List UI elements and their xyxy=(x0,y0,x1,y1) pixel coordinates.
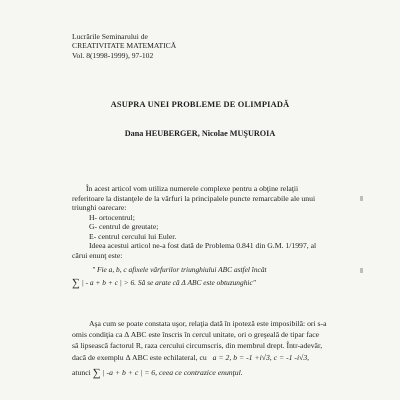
intro-line-1: În acest articol vom utiliza numerele complexe pentru a obţine relaţii xyxy=(86,184,299,193)
scan-artifact xyxy=(360,196,363,201)
discussion-line-4-text: dacă de exemplu Δ ABC este echilateral, cu xyxy=(72,353,207,362)
intro-item-centroid: G- centrul de greutate; xyxy=(89,222,159,231)
discussion-line-4 xyxy=(72,353,309,363)
intro-line-5: cărui enunţ este: xyxy=(72,250,123,260)
intro-item-orthocenter: H- ortocentrul; xyxy=(89,212,135,222)
discussion-line-5-end: | -a + b + c | = 6, ceea ce contrazice enunţul. xyxy=(102,368,243,377)
journal-header xyxy=(72,32,176,60)
discussion-line-5 xyxy=(72,368,243,378)
discussion-line-2: omis condiţia ca Δ ABC este înscris în cercul unitate, ori o greşeală de tipar face xyxy=(72,330,320,339)
sum-symbol-2: ∑ xyxy=(92,367,101,379)
problem-line-1: " Fie a, b, c afixele vârfurilor triunghiului ABC astfel încât xyxy=(92,265,267,274)
intro-line-3: triunghi oarecare: xyxy=(72,203,127,212)
intro-line-4: Ideea acestui articol ne-a fost dată de Problema 0.841 din G.M. 1/1997, al xyxy=(89,241,317,250)
journal-line-3: Vol. 8(1998-1999), 97-102 xyxy=(72,50,154,60)
article-title: ASUPRA UNEI PROBLEME DE OLIMPIADĂ xyxy=(110,100,290,109)
intro-line-2: referitoare la distanţele de la vârfuri la principalele puncte remarcabile ale unui xyxy=(72,193,316,203)
journal-line-2: CREATIVITATE MATEMATICĂ xyxy=(72,41,177,51)
problem-line-2 xyxy=(72,277,256,289)
sum-symbol: ∑ xyxy=(72,277,80,289)
discussion-line-1: Aşa cum se poate constata uşor, relaţia dată în ipoteză este imposibilă: ori s-a xyxy=(89,319,327,328)
discussion-line-5-start: atunci xyxy=(72,368,91,377)
intro-item-euler: E- centrul cercului lui Euler. xyxy=(89,231,177,241)
discussion-line-3: să lipsească factorul R, raza cercului circumscris, din membrul drept. Într-adevăr, xyxy=(72,341,323,350)
article-authors: Dana HEUBERGER, Nicolae MUŞUROIA xyxy=(124,129,276,138)
equilateral-vertices: a = 2, b = -1 +i√3, c = -1 -i√3, xyxy=(212,353,310,362)
journal-line-1: Lucrările Seminarului de xyxy=(72,32,148,41)
problem-line-2-text: | - a + b + c | > 6. Să se arate că Δ ABC este obtuzunghic" xyxy=(81,278,256,287)
scan-artifact xyxy=(360,268,363,273)
